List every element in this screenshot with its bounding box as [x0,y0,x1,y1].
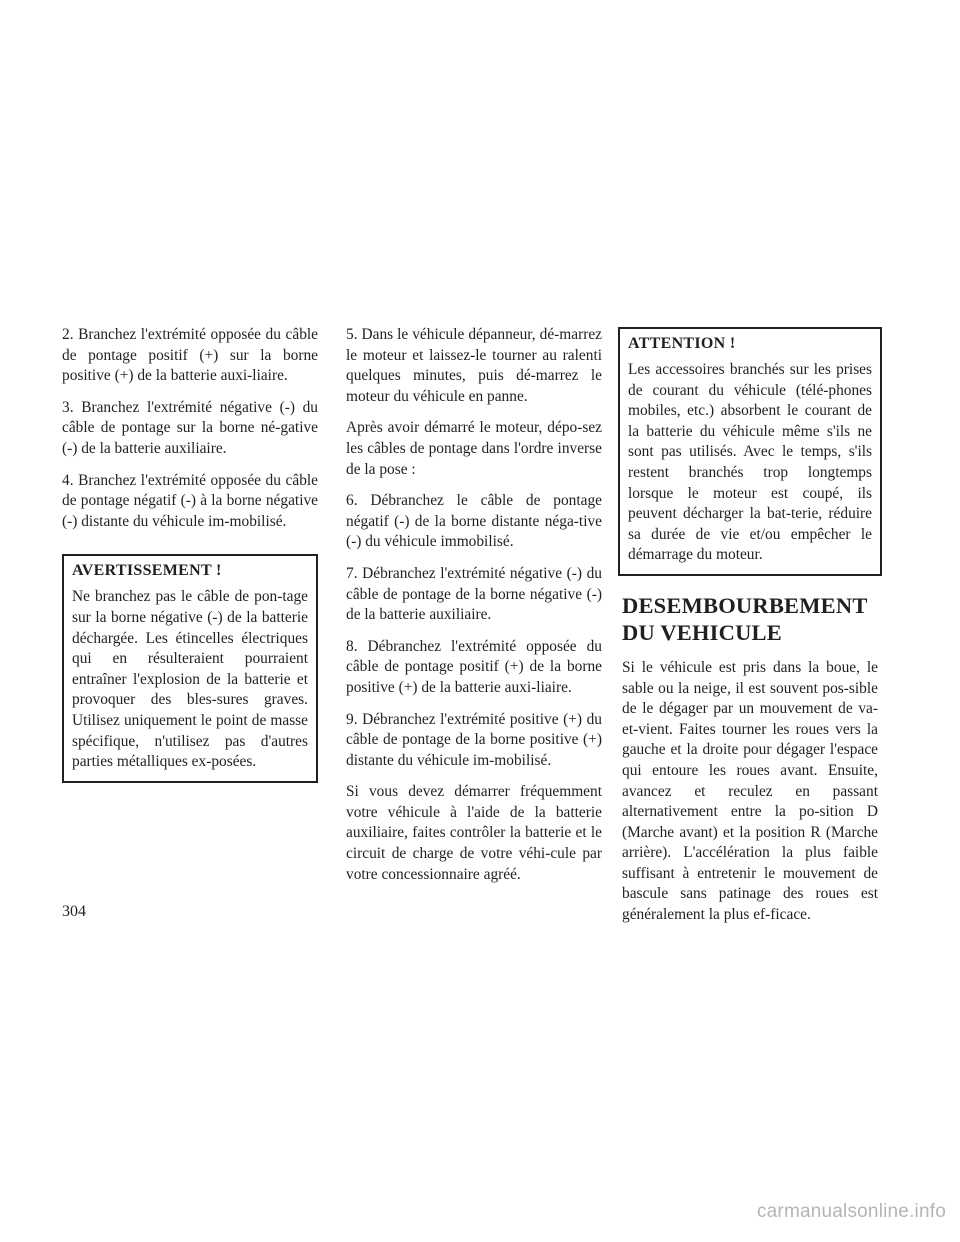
column-middle [346,325,602,896]
section-heading-line2: DU VEHICULE [622,619,782,645]
step-4-paragraph: 4. Branchez l'extrémité opposée du câble de pontage négatif (-) à la borne négative (-) distante du véhicule im-mobilisé. [62,471,318,530]
warning-title: AVERTISSEMENT ! [72,562,222,580]
step-9-paragraph: 9. Débranchez l'extrémité positive (+) du câble de pontage de la borne positive (+) distante du véhicule im-mobilisé. [346,710,602,769]
column-left [62,325,318,783]
frequent-start-paragraph: Si vous devez démarrer fréquemment votre véhicule à l'aide de la batterie auxiliaire, faites contrôler la batterie et le circuit de charge de votre véhi-cule par votre concessionnaire agréé. [346,783,602,883]
warning-text: Ne branchez pas le câble de pon-tage sur la borne négative (-) de la batterie déchargée. Les étincelles électriques qui en résulteraient pourraient entraîner l'explosion de la batterie et provoquer des bles-sures graves. Utilisez uniquement le point de masse spécifique, n'utilisez pas d'autres parties métalliques ex-posées. [72,588,308,771]
step-3-paragraph: 3. Branchez l'extrémité négative (-) du câble de pontage sur la borne né-gative (-) de la batterie auxiliaire. [62,398,318,457]
unstuck-paragraph: Si le véhicule est pris dans la boue, le sable ou la neige, il est souvent pos-sible de le dégager par un mouvement de va-et-vient. Faites tourner les roues vers la gauche et la droite pour dégager l'espace qui entoure les roues avant. Ensuite, avancez et reculez en passant alternativement entre la po-sition D (Marche avant) et la position R (Marche arrière). L'accélération la plus faible suffisant à entretenir le mouvement de bascule sans patinage des roues est généralement la plus ef-ficace. [622,658,878,924]
warning-box [62,554,318,782]
removal-intro-paragraph: Après avoir démarré le moteur, dépo-sez les câbles de pontage dans l'ordre inverse de la pose : [346,419,602,478]
attention-text: Les accessoires branchés sur les prises de courant du véhicule (télé-phones mobiles, etc.) absorbent le courant de la batterie du véhicule même s'ils ne sont pas utilisés. Avec le temps, s'ils restent branchés trop longtemps lorsque le moteur est coupé, ils peuvent décharger la bat-terie, réduire sa durée de vie et/ou empêcher le démarrage du moteur. [628,361,872,564]
step-5-paragraph: 5. Dans le véhicule dépanneur, dé-marrez le moteur et laissez-le tourner au ralenti quelques minutes, puis dé-marrez le moteur du véhicule en panne. [346,326,602,405]
step-7-paragraph: 7. Débranchez l'extrémité négative (-) du câble de pontage de la borne négative (-) de la batterie auxiliaire. [346,564,602,624]
section-heading [622,592,878,646]
page-number: 304 [62,903,86,920]
step-2-paragraph: 2. Branchez l'extrémité opposée du câble de pontage positif (+) sur la borne positive (+) de la batterie auxi-liaire. [62,326,318,385]
step-8-paragraph: 8. Débranchez l'extrémité opposée du câble de pontage positif (+) de la borne positive (+) de la batterie auxi-liaire. [346,637,602,696]
step-6-paragraph: 6. Débranchez le câble de pontage négatif (-) de la borne distante néga-tive (-) du véhicule immobilisé. [346,492,602,551]
attention-title: ATTENTION ! [628,335,736,352]
watermark-link[interactable]: carmanualsonline.info [756,1201,946,1222]
section-heading-line1: DESEMBOURBEMENT [622,592,868,618]
attention-box [618,327,882,576]
column-right [622,325,878,937]
